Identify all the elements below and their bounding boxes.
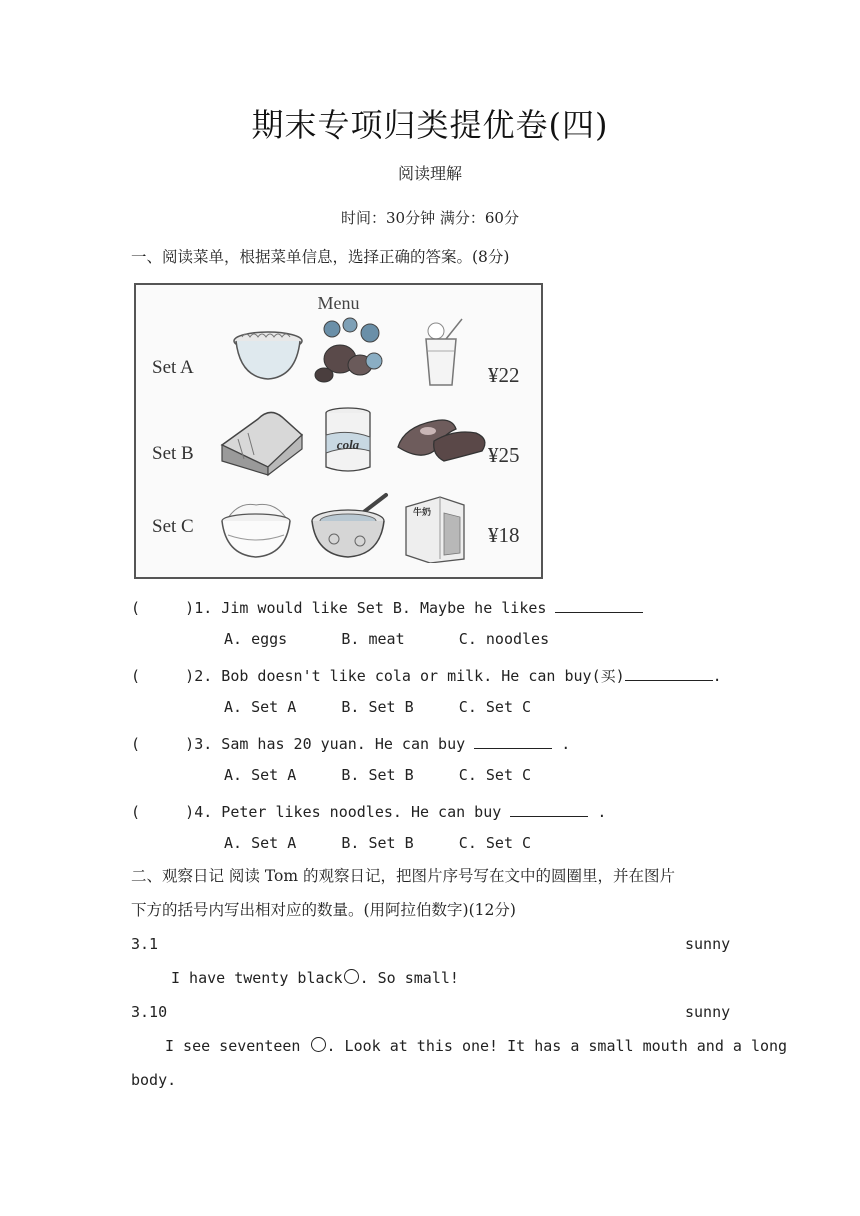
question-1: [131, 596, 643, 617]
question-4-options: A. Set A B. Set B C. Set C: [224, 834, 532, 852]
juice-glass-icon: [418, 317, 468, 389]
answer-circle[interactable]: [311, 1037, 326, 1052]
answer-blank[interactable]: [625, 664, 713, 681]
question-text-end: .: [712, 667, 722, 685]
diary-date-1: 3.1: [131, 935, 159, 953]
set-c-label: Set C: [152, 516, 194, 537]
set-b-label: Set B: [152, 443, 194, 464]
diary-text: . Look at this one! It has a small mouth and a long: [326, 1037, 788, 1055]
answer-paren[interactable]: ( ): [131, 803, 195, 821]
question-text: 4. Peter likes noodles. He can buy: [194, 803, 511, 821]
milk-carton-icon: [400, 493, 470, 563]
question-text-end: .: [552, 735, 571, 753]
diary-date-2: 3.10: [131, 1003, 168, 1021]
question-text: 2. Bob doesn't like cola or milk. He can buy(买): [194, 667, 625, 685]
diary-weather-2: sunny: [685, 1003, 731, 1021]
cola-can-icon: [322, 407, 374, 475]
meat-steak-icon: [394, 411, 490, 465]
question-4: [131, 800, 606, 821]
question-2-options: A. Set A B. Set B C. Set C: [224, 698, 532, 716]
menu-picture: [134, 283, 543, 579]
section2-instruction-line1: 二、观察日记 阅读 Tom 的观察日记，把图片序号写在文中的圆圈里，并在图片: [131, 867, 675, 885]
set-a-price: ¥22: [488, 363, 520, 387]
answer-blank[interactable]: [555, 596, 643, 613]
question-2: [131, 664, 722, 686]
question-text: 1. Jim would like Set B. Maybe he likes: [194, 599, 556, 617]
diary-entry-2-continuation: body.: [131, 1071, 177, 1089]
set-c-price: ¥18: [488, 523, 520, 547]
diary-text: I have twenty black: [171, 969, 343, 987]
question-1-options: A. eggs B. meat C. noodles: [224, 630, 550, 648]
diary-weather-1: sunny: [685, 935, 731, 953]
milk-carton-text: 牛奶: [412, 508, 432, 518]
bread-loaf-icon: [218, 405, 306, 477]
page-subtitle: 阅读理解: [397, 164, 462, 183]
answer-paren[interactable]: ( ): [131, 735, 195, 753]
answer-paren[interactable]: ( ): [131, 599, 195, 617]
section1-instruction: 一、阅读菜单，根据菜单信息，选择正确的答案。(8分): [131, 248, 510, 266]
diary-text: I see seventeen: [165, 1037, 310, 1055]
set-a-label: Set A: [152, 357, 194, 378]
question-text-end: .: [588, 803, 607, 821]
answer-blank[interactable]: [474, 732, 552, 749]
page-title: 期末专项归类提优卷(四): [251, 106, 609, 144]
question-text: 3. Sam has 20 yuan. He can buy: [194, 735, 475, 753]
bowl-of-rice-icon: [218, 499, 294, 559]
cola-can-text: cola: [336, 437, 360, 452]
menu-title: Menu: [317, 293, 360, 313]
question-3: [131, 732, 570, 753]
soup-bowl-icon: [308, 491, 394, 561]
time-info: 时间：30分钟 满分：60分: [341, 209, 519, 227]
diary-text: . So small!: [359, 969, 459, 987]
section2-instruction-line2: 下方的括号内写出相对应的数量。(用阿拉伯数字)(12分): [131, 901, 516, 919]
bowl-of-noodles-icon: [230, 327, 306, 383]
question-3-options: A. Set A B. Set B C. Set C: [224, 766, 532, 784]
set-b-price: ¥25: [488, 443, 520, 467]
diary-entry-1: [171, 969, 459, 987]
eggs-and-vegetables-icon: [310, 315, 388, 387]
answer-circle[interactable]: [344, 969, 359, 984]
answer-paren[interactable]: ( ): [131, 667, 195, 685]
answer-blank[interactable]: [510, 800, 588, 817]
diary-entry-2: [165, 1037, 787, 1055]
